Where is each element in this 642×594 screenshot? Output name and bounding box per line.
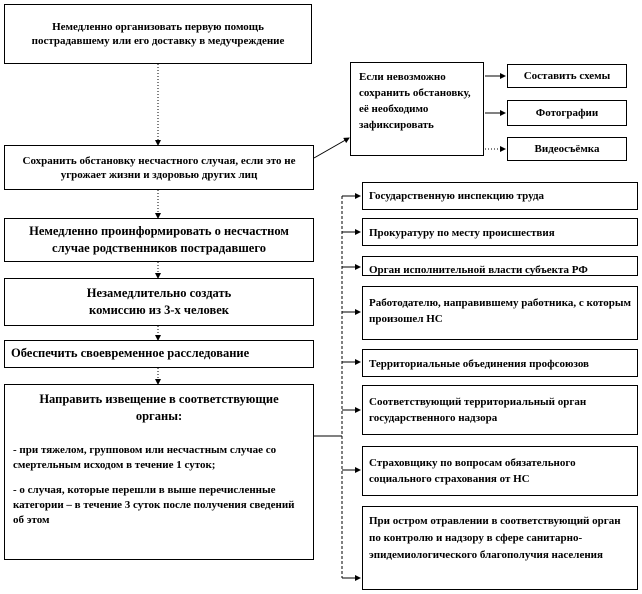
organ-sanitary [362, 506, 638, 590]
organ-executive-authority [362, 256, 638, 276]
organ-trade-unions [362, 349, 638, 377]
step-investigation [4, 340, 314, 368]
notice-item-1: - при тяжелом, групповом или несчастным случае со смертельным исходом в течение 1 суток; [13, 444, 277, 471]
organ-labor-inspection-text: Государственную инспекцию труда [369, 190, 545, 202]
organ-trade-unions-text: Территориальные объединения профсоюзов [369, 358, 589, 370]
method-video [507, 137, 627, 161]
method-photos [507, 100, 627, 126]
organ-employer [362, 286, 638, 340]
step-first-aid [4, 4, 312, 64]
step-preserve-scene-text: Сохранить обстановку несчастного случая, если это не угрожает жизни и здоровью других лиц [22, 154, 296, 181]
organ-labor-inspection [362, 182, 638, 210]
step-preserve-scene [4, 145, 314, 190]
condition-text: Если невозможно сохранить обстановку, её необходимо зафиксировать [359, 71, 471, 131]
step-create-commission-text: Незамедлительно создать комиссию из 3-х человек [86, 286, 232, 317]
step-inform-relatives [4, 218, 314, 262]
step-create-commission [4, 278, 314, 326]
notice-title: Направить извещение в соответствующие органы: [39, 392, 279, 423]
method-photos-text: Фотографии [535, 107, 599, 119]
condition-box [350, 62, 484, 156]
method-video-text: Видеосъёмка [534, 143, 600, 155]
step-inform-relatives-text: Немедленно проинформировать о несчастном случае родственников пострадавшего [29, 224, 289, 255]
notice-item-2: - о случая, которые перешли в выше перечисленные категории – в течение 3 суток после получения сведений об этом [13, 484, 295, 526]
organ-prosecutor-text: Прокуратуру по месту происшествия [369, 227, 555, 239]
organ-sanitary-text: При остром отравлении в соответствующий орган по контролю и надзору в сфере санитарно-эпидемиологического благополучия населения [369, 515, 621, 561]
notice-box [4, 384, 314, 560]
organ-prosecutor [362, 218, 638, 246]
organ-insurer [362, 446, 638, 496]
organ-executive-authority-text: Орган исполнительной власти субъекта РФ [369, 264, 588, 276]
organ-state-supervision-text: Соответствующий территориальный орган государственного надзора [369, 396, 587, 424]
organ-state-supervision [362, 385, 638, 435]
step-investigation-text: Обеспечить своевременное расследование [11, 346, 250, 360]
method-diagrams-text: Составить схемы [523, 70, 611, 82]
method-diagrams [507, 64, 627, 88]
organ-insurer-text: Страховщику по вопросам обязательного социального страхования от НС [369, 457, 576, 485]
step-first-aid-text: Немедленно организовать первую помощь пострадавшему или его доставку в медучреждение [31, 21, 285, 47]
organ-employer-text: Работодателю, направившему работника, с которым произошел НС [369, 297, 632, 325]
